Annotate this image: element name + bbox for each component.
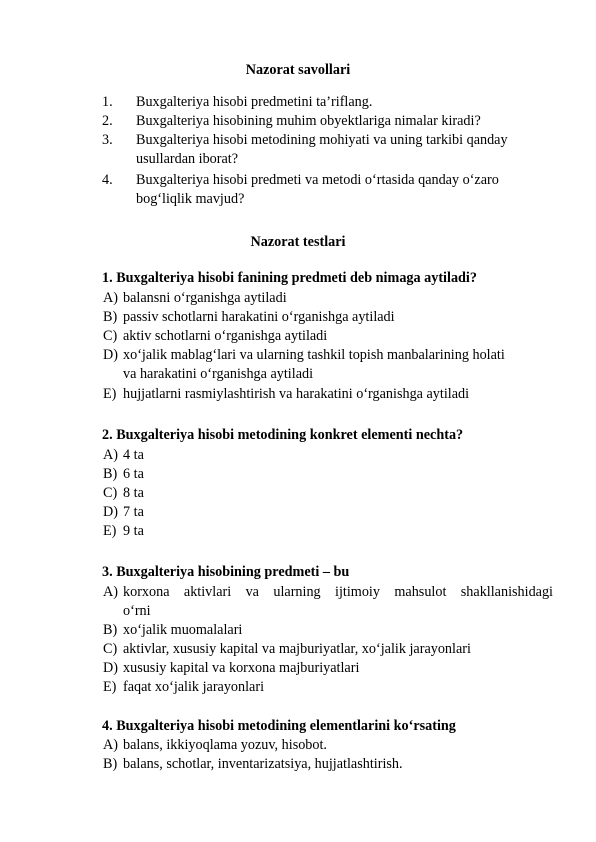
option-letter: A) bbox=[103, 584, 118, 600]
option-text: aktivlar, xususiy kapital va majburiyatlar, xo‘jalik jarayonlari bbox=[123, 641, 471, 657]
answer-option bbox=[103, 503, 553, 522]
option-text: 4 ta bbox=[123, 447, 144, 463]
answer-option bbox=[103, 659, 553, 678]
answer-option bbox=[103, 308, 553, 327]
option-text: aktiv schotlarni o‘rganishga aytiladi bbox=[123, 328, 328, 344]
list-text-continued: bog‘liqlik mavjud? bbox=[136, 191, 245, 207]
option-text: faqat xo‘jalik jarayonlari bbox=[123, 679, 265, 695]
answer-option bbox=[103, 385, 553, 404]
option-letter: C) bbox=[103, 328, 118, 344]
section-title-tests: Nazorat testlari bbox=[250, 234, 346, 250]
option-text: 9 ta bbox=[123, 523, 144, 539]
answer-option bbox=[103, 621, 553, 640]
option-letter: E) bbox=[103, 679, 117, 695]
answer-option bbox=[103, 346, 553, 384]
answer-option bbox=[103, 755, 553, 774]
option-letter: A) bbox=[103, 447, 118, 463]
option-text: 7 ta bbox=[123, 504, 144, 520]
option-letter: C) bbox=[103, 485, 118, 501]
option-text-continued: va harakatini o‘rganishga aytiladi bbox=[123, 366, 314, 382]
list-number: 4. bbox=[102, 172, 113, 188]
option-text: hujjatlarni rasmiylashtirish va harakatini o‘rganishga aytiladi bbox=[123, 386, 470, 402]
answer-option bbox=[103, 678, 553, 697]
question-list-item bbox=[102, 131, 562, 169]
answer-option bbox=[103, 484, 553, 503]
option-text: balans, schotlar, inventarizatsiya, hujjatlashtirish. bbox=[123, 756, 403, 772]
question-list-item bbox=[102, 171, 562, 209]
option-letter: B) bbox=[103, 309, 118, 325]
option-text: xo‘jalik muomalalari bbox=[123, 622, 243, 638]
list-text: Buxgalteriya hisobining muhim obyektlariga nimalar kiradi? bbox=[136, 113, 481, 129]
list-text-continued: usullardan iborat? bbox=[136, 151, 239, 167]
option-letter: E) bbox=[103, 386, 117, 402]
list-number: 2. bbox=[102, 113, 113, 129]
answer-option bbox=[103, 327, 553, 346]
option-text: 8 ta bbox=[123, 485, 144, 501]
option-text: xo‘jalik mablag‘lari va ularning tashkil topish manbalarining holati bbox=[123, 347, 505, 363]
list-number: 1. bbox=[102, 94, 113, 110]
test-question-title: 1. Buxgalteriya hisobi fanining predmeti deb nimaga aytiladi? bbox=[102, 270, 477, 286]
test-question-title: 3. Buxgalteriya hisobining predmeti – bu bbox=[102, 564, 350, 580]
option-text: passiv schotlarni harakatini o‘rganishga aytiladi bbox=[123, 309, 395, 325]
option-letter: C) bbox=[103, 641, 118, 657]
list-text: Buxgalteriya hisobi predmetini ta’riflang. bbox=[136, 94, 373, 110]
option-letter: A) bbox=[103, 290, 118, 306]
option-text: balans, ikkiyoqlama yozuv, hisobot. bbox=[123, 737, 327, 753]
option-text-continued: o‘rni bbox=[123, 603, 151, 619]
answer-option bbox=[103, 289, 553, 308]
option-text: xususiy kapital va korxona majburiyatlari bbox=[123, 660, 360, 676]
option-letter: B) bbox=[103, 622, 118, 638]
option-letter: D) bbox=[103, 504, 118, 520]
option-text: 6 ta bbox=[123, 466, 144, 482]
answer-option bbox=[103, 583, 553, 621]
answer-option bbox=[103, 736, 553, 755]
answer-option bbox=[103, 446, 553, 465]
option-letter: B) bbox=[103, 756, 118, 772]
list-text: Buxgalteriya hisobi metodining mohiyati va uning tarkibi qanday bbox=[136, 132, 508, 148]
answer-option bbox=[103, 465, 553, 484]
option-letter: B) bbox=[103, 466, 118, 482]
option-letter: E) bbox=[103, 523, 117, 539]
option-text: balansni o‘rganishga aytiladi bbox=[123, 290, 287, 306]
answer-option bbox=[103, 640, 553, 659]
option-letter: D) bbox=[103, 347, 118, 363]
option-letter: A) bbox=[103, 737, 118, 753]
section-title-questions: Nazorat savollari bbox=[245, 62, 351, 78]
question-list-item bbox=[102, 93, 562, 112]
answer-option bbox=[103, 522, 553, 541]
option-text: korxona aktivlari va ularning ijtimoiy mahsulot shakllanishidagi bbox=[123, 584, 553, 600]
question-list-item bbox=[102, 112, 562, 131]
test-question-title: 2. Buxgalteriya hisobi metodining konkret elementi nechta? bbox=[102, 427, 464, 443]
list-text: Buxgalteriya hisobi predmeti va metodi o‘rtasida qanday o‘zaro bbox=[136, 172, 499, 188]
option-letter: D) bbox=[103, 660, 118, 676]
list-number: 3. bbox=[102, 132, 113, 148]
test-question-title: 4. Buxgalteriya hisobi metodining elementlarini ko‘rsating bbox=[102, 718, 456, 734]
